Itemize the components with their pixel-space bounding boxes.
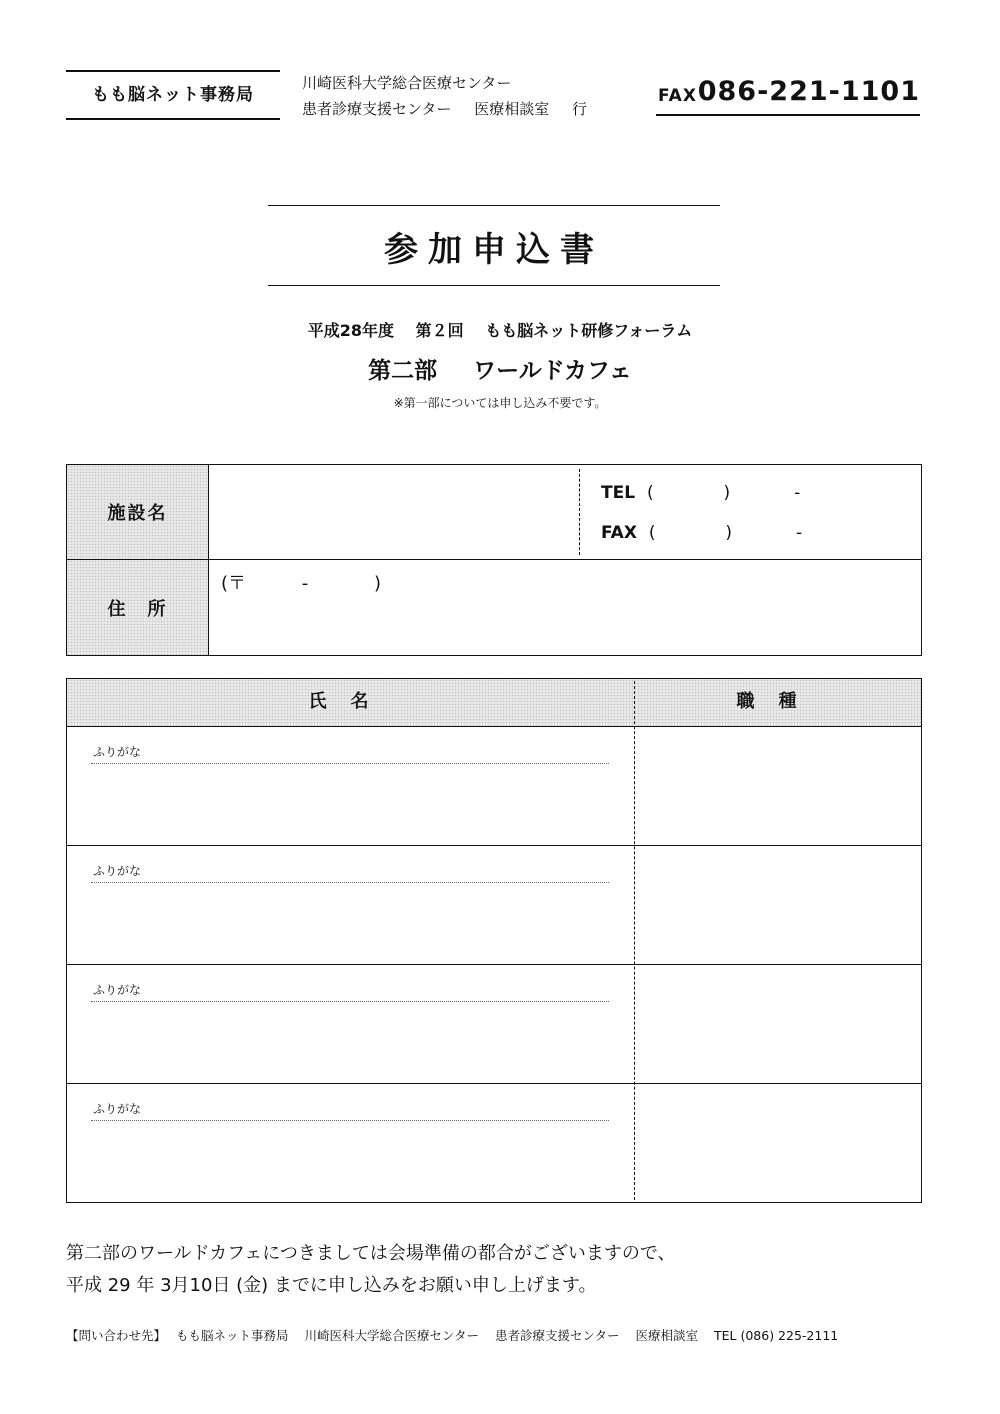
- postal-close: ): [374, 573, 382, 594]
- furigana-label: ふりがな: [93, 864, 142, 878]
- address-field[interactable]: [221, 569, 381, 595]
- furigana-line[interactable]: [91, 1001, 609, 1002]
- postal-prefix: (〒: [221, 573, 247, 594]
- fax-number: 086-221-1101: [697, 76, 920, 107]
- name-column-header: 氏名: [308, 691, 393, 712]
- fax-paren-open: (: [648, 523, 656, 543]
- event-round: 第２回: [415, 321, 464, 340]
- event-line: [0, 318, 1000, 341]
- part-number: 第二部: [368, 358, 438, 384]
- fax-paren-close: ): [725, 523, 733, 543]
- page-title: 参加申込書: [384, 230, 604, 270]
- attendee-table: [66, 678, 922, 1203]
- job-column-header: 職種: [736, 691, 821, 712]
- title-rule-top: [268, 205, 720, 206]
- postal-dash: -: [301, 573, 309, 594]
- destination-line2: [302, 96, 605, 122]
- destination-room: 医療相談室: [474, 100, 550, 118]
- destination: [302, 70, 605, 122]
- contact-tel: TEL (086) 225-2111: [714, 1328, 839, 1343]
- note: ※第一部については申し込み不要です。: [393, 396, 607, 410]
- furigana-line[interactable]: [91, 882, 609, 883]
- office-name: もも脳ネット事務局: [92, 85, 254, 105]
- office-name-box: [66, 70, 280, 120]
- facility-table: [66, 464, 922, 656]
- fax-label: FAX: [658, 86, 697, 106]
- message-line1: 第二部のワールドカフェにつきましては会場準備の都合がございますので、: [66, 1243, 676, 1264]
- fax-dash: -: [795, 523, 803, 543]
- event-year: 平成28年度: [307, 321, 395, 340]
- contact-room: 医療相談室: [635, 1328, 699, 1343]
- contact-hospital: 川崎医科大学総合医療センター: [304, 1328, 480, 1343]
- attendee-table-header: [67, 679, 921, 727]
- part-name: ワールドカフェ: [473, 358, 632, 384]
- address-label: 住 所: [67, 560, 209, 655]
- fax-number-box: [656, 72, 920, 116]
- part-title: [0, 352, 1000, 385]
- row-separator: [67, 1083, 921, 1084]
- fax-field-label: FAX: [601, 523, 637, 543]
- destination-suffix: 行: [571, 100, 587, 118]
- tel-field[interactable]: [601, 483, 800, 503]
- tel-paren-close: ): [723, 483, 731, 503]
- tel-label: TEL: [601, 483, 636, 503]
- row-separator: [67, 845, 921, 846]
- destination-line1: 川崎医科大学総合医療センター: [302, 74, 512, 92]
- destination-center: 患者診療支援センター: [302, 100, 452, 118]
- facility-name-label: 施設名: [67, 465, 209, 559]
- contact-center: 患者診療支援センター: [495, 1328, 620, 1343]
- row-separator: [67, 964, 921, 965]
- tel-dash: -: [794, 483, 801, 503]
- contact-office: もも脳ネット事務局: [176, 1328, 289, 1343]
- contact-label: 【問い合わせ先】: [66, 1328, 167, 1343]
- furigana-label: ふりがな: [93, 983, 142, 997]
- event-name: もも脳ネット研修フォーラム: [485, 321, 693, 340]
- column-divider: [634, 681, 635, 1200]
- tel-paren-open: (: [646, 483, 654, 503]
- furigana-label: ふりがな: [93, 1102, 142, 1116]
- furigana-line[interactable]: [91, 763, 609, 764]
- contact-line: [66, 1326, 850, 1344]
- title-rule-bottom: [268, 285, 720, 286]
- furigana-label: ふりがな: [93, 745, 142, 759]
- fax-field[interactable]: [601, 523, 802, 543]
- furigana-line[interactable]: [91, 1120, 609, 1121]
- deadline-message: [66, 1238, 675, 1302]
- message-line2: 平成 29 年 3月10日 (金) までに申し込みをお願い申し上げます。: [66, 1275, 597, 1296]
- facility-divider: [579, 469, 580, 555]
